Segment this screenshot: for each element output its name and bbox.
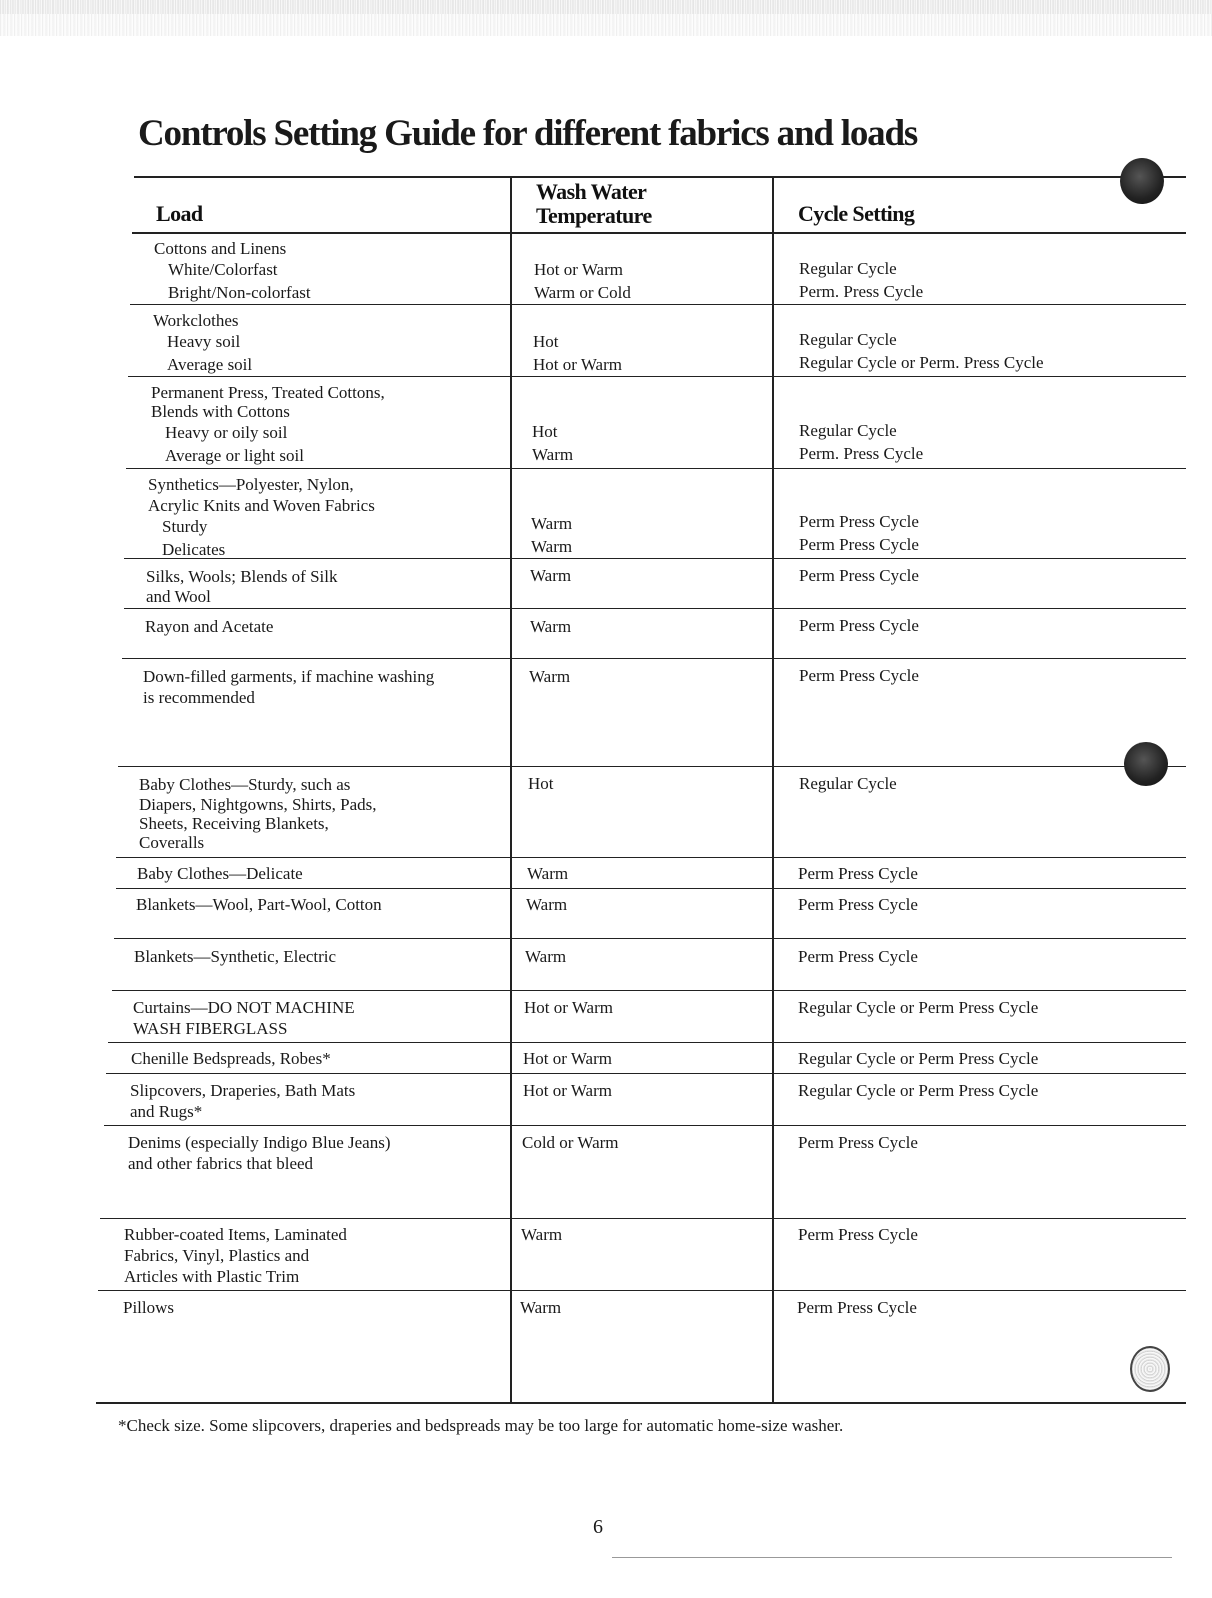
row-15-load [128,1132,391,1174]
settings-table [96,176,1188,1428]
row-4-cycle [799,511,919,555]
row-1-temperature-line: Hot or Warm [534,260,623,279]
row-2-load-line: Average soil [167,355,253,374]
row-13-cycle [798,1048,1038,1069]
row-13-load [131,1048,331,1069]
header-cycle: Cycle Setting [798,201,915,226]
row-17-load [123,1297,174,1318]
binder-hole-top [1120,158,1164,204]
row-15-load-line: and other fabrics that bleed [128,1154,314,1173]
row-11-cycle-line: Perm Press Cycle [798,947,918,966]
row-17-cycle [797,1297,917,1318]
rule-bottom [96,1402,1186,1404]
row-3-load-line: Average or light soil [165,446,304,465]
row-9-load-line: Baby Clothes—Delicate [137,864,303,883]
row-16-cycle-line: Perm Press Cycle [798,1225,918,1244]
row-3-load-line: Blends with Cottons [151,402,290,421]
row-15-cycle-line: Perm Press Cycle [798,1133,918,1152]
row-3-cycle [799,420,923,464]
row-1-load-line: Bright/Non-colorfast [168,283,311,302]
rule-row-14 [104,1125,1186,1126]
row-7-cycle [799,665,919,686]
row-13-temperature-line: Hot or Warm [523,1049,612,1068]
header-temperature [536,180,652,228]
row-12-temperature [524,997,613,1018]
row-1-cycle-line: Regular Cycle [799,259,897,278]
row-17-cycle-line: Perm Press Cycle [797,1298,917,1317]
row-9-cycle-line: Perm Press Cycle [798,864,918,883]
row-7-load [143,666,434,708]
row-15-load-line: Denims (especially Indigo Blue Jeans) [128,1133,391,1152]
row-16-load-line: Fabrics, Vinyl, Plastics and [124,1246,310,1265]
rule-row-3 [126,468,1186,469]
row-16-load-line: Rubber-coated Items, Laminated [124,1225,347,1244]
rule-row-15 [100,1218,1186,1219]
row-9-temperature-line: Warm [527,864,569,883]
row-2-temperature-line: Hot [533,332,559,351]
row-6-cycle-line: Perm Press Cycle [799,616,919,635]
row-8-temperature [528,773,554,794]
row-9-load [137,863,303,884]
row-5-temperature [530,565,571,586]
row-3-cycle-line: Perm. Press Cycle [799,444,924,463]
row-8-load-line: Baby Clothes—Sturdy, such as [139,775,351,794]
row-10-cycle [798,894,918,915]
row-11-cycle [798,946,918,967]
row-4-temperature-line: Warm [531,537,573,556]
page-number: 6 [593,1516,603,1538]
binder-hole-middle [1124,742,1168,786]
row-12-load [133,997,355,1039]
row-4-cycle-line: Perm Press Cycle [799,535,919,554]
row-7-load-line: is recommended [143,688,255,707]
header-load: Load [156,201,203,226]
row-7-temperature [529,666,570,687]
rule-row-10 [114,938,1186,939]
row-11-temperature-line: Warm [525,947,567,966]
row-5-load-line: Silks, Wools; Blends of Silk [146,567,338,586]
row-8-temperature-line: Hot [528,774,554,793]
row-10-cycle-line: Perm Press Cycle [798,895,918,914]
row-12-load-line: WASH FIBERGLASS [133,1019,288,1038]
row-17-load-line: Pillows [123,1298,175,1317]
row-2-load [153,310,252,375]
row-10-load [136,894,382,915]
rule-row-8 [116,857,1186,858]
row-12-load-line: Curtains—DO NOT MACHINE [133,998,355,1017]
row-8-cycle-line: Regular Cycle [799,774,897,793]
row-12-cycle [798,997,1038,1018]
rule-row-2 [128,376,1186,377]
row-4-load-line: Synthetics—Polyester, Nylon, [148,475,354,494]
row-1-cycle-line: Perm. Press Cycle [799,282,924,301]
rule-row-5 [124,608,1186,609]
row-16-load [124,1224,347,1287]
rule-row-13 [106,1073,1186,1074]
row-8-load-line: Sheets, Receiving Blankets, [139,814,329,833]
row-5-load-line: and Wool [146,587,211,606]
rule-row-7 [118,766,1186,767]
rule-row-9 [116,888,1186,889]
row-7-load-line: Down-filled garments, if machine washing [143,667,435,686]
rule-row-6 [122,658,1186,659]
row-2-load-line: Workclothes [153,311,239,330]
footnote: *Check size. Some slipcovers, draperies and bedspreads may be too large for automatic home-size washer. [118,1416,844,1435]
row-3-temperature [532,421,573,465]
row-6-load [145,616,273,637]
row-13-load-line: Chenille Bedspreads, Robes* [131,1049,331,1068]
rule-header [132,232,1186,234]
row-12-cycle-line: Regular Cycle or Perm Press Cycle [798,998,1039,1017]
binder-hole-bottom [1130,1346,1170,1392]
row-5-cycle-line: Perm Press Cycle [799,566,919,585]
row-4-load-line: Acrylic Knits and Woven Fabrics [148,496,375,515]
row-2-temperature-line: Hot or Warm [533,355,622,374]
row-10-load-line: Blankets—Wool, Part-Wool, Cotton [136,895,382,914]
row-1-load-line: White/Colorfast [168,260,278,279]
rule-row-12 [108,1042,1186,1043]
row-2-cycle [799,329,1044,373]
row-14-cycle-line: Regular Cycle or Perm Press Cycle [798,1081,1039,1100]
row-2-cycle-line: Regular Cycle [799,330,897,349]
row-7-cycle-line: Perm Press Cycle [799,666,919,685]
row-6-temperature [530,616,571,637]
row-15-temperature [522,1132,619,1153]
row-5-temperature-line: Warm [530,566,572,585]
row-8-load-line: Diapers, Nightgowns, Shirts, Pads, [139,795,377,814]
bottom-rule [612,1557,1172,1558]
row-4-temperature [531,513,572,557]
row-5-cycle [799,565,919,586]
row-2-cycle-line: Regular Cycle or Perm. Press Cycle [799,353,1044,372]
row-2-load-line: Heavy soil [167,332,241,351]
rule-row-11 [112,990,1186,991]
column-divider-1 [510,176,512,1402]
row-3-load-line: Permanent Press, Treated Cottons, [151,383,385,402]
row-3-temperature-line: Warm [532,445,574,464]
row-16-load-line: Articles with Plastic Trim [124,1267,300,1286]
row-11-load-line: Blankets—Synthetic, Electric [134,947,337,966]
row-11-temperature [525,946,566,967]
row-4-load-line: Delicates [162,540,226,559]
row-9-cycle [798,863,918,884]
row-3-temperature-line: Hot [532,422,558,441]
rule-top [134,176,1186,178]
row-17-temperature-line: Warm [520,1298,562,1317]
scan-noise-top-dark [0,0,1212,14]
row-10-temperature [526,894,567,915]
column-divider-2 [772,176,774,1402]
row-14-cycle [798,1080,1038,1101]
row-1-temperature-line: Warm or Cold [534,283,631,302]
row-8-load [139,774,377,853]
row-3-load [151,382,385,466]
row-3-cycle-line: Regular Cycle [799,421,897,440]
rule-row-1 [130,304,1186,305]
row-9-temperature [527,863,568,884]
page-title: Controls Setting Guide for different fabrics and loads [138,113,918,154]
row-6-cycle [799,615,919,636]
row-1-load [154,238,311,303]
header-temperature-line1: Wash Water [536,179,647,204]
row-3-load-line: Heavy or oily soil [165,423,288,442]
row-16-temperature [521,1224,562,1245]
row-1-temperature [534,259,631,303]
row-14-temperature [523,1080,612,1101]
row-14-load-line: and Rugs* [130,1102,203,1121]
row-13-temperature [523,1048,612,1069]
row-1-load-line: Cottons and Linens [154,239,287,258]
rule-row-16 [98,1290,1186,1291]
row-4-load [148,474,375,560]
row-2-temperature [533,331,622,375]
row-16-temperature-line: Warm [521,1225,563,1244]
row-13-cycle-line: Regular Cycle or Perm Press Cycle [798,1049,1039,1068]
row-15-cycle [798,1132,918,1153]
row-8-cycle [799,773,897,794]
row-16-cycle [798,1224,918,1245]
row-10-temperature-line: Warm [526,895,568,914]
row-7-temperature-line: Warm [529,667,571,686]
row-6-load-line: Rayon and Acetate [145,617,274,636]
row-1-cycle [799,258,923,302]
row-4-cycle-line: Perm Press Cycle [799,512,919,531]
row-15-temperature-line: Cold or Warm [522,1133,619,1152]
row-5-load [146,566,338,607]
row-14-load-line: Slipcovers, Draperies, Bath Mats [130,1081,356,1100]
row-14-temperature-line: Hot or Warm [523,1081,612,1100]
row-6-temperature-line: Warm [530,617,572,636]
row-11-load [134,946,336,967]
header-temperature-line2: Temperature [536,203,652,228]
row-4-load-line: Sturdy [162,517,208,536]
row-4-temperature-line: Warm [531,514,573,533]
row-17-temperature [520,1297,561,1318]
row-12-temperature-line: Hot or Warm [524,998,613,1017]
row-14-load [130,1080,355,1122]
row-8-load-line: Coveralls [139,833,205,852]
